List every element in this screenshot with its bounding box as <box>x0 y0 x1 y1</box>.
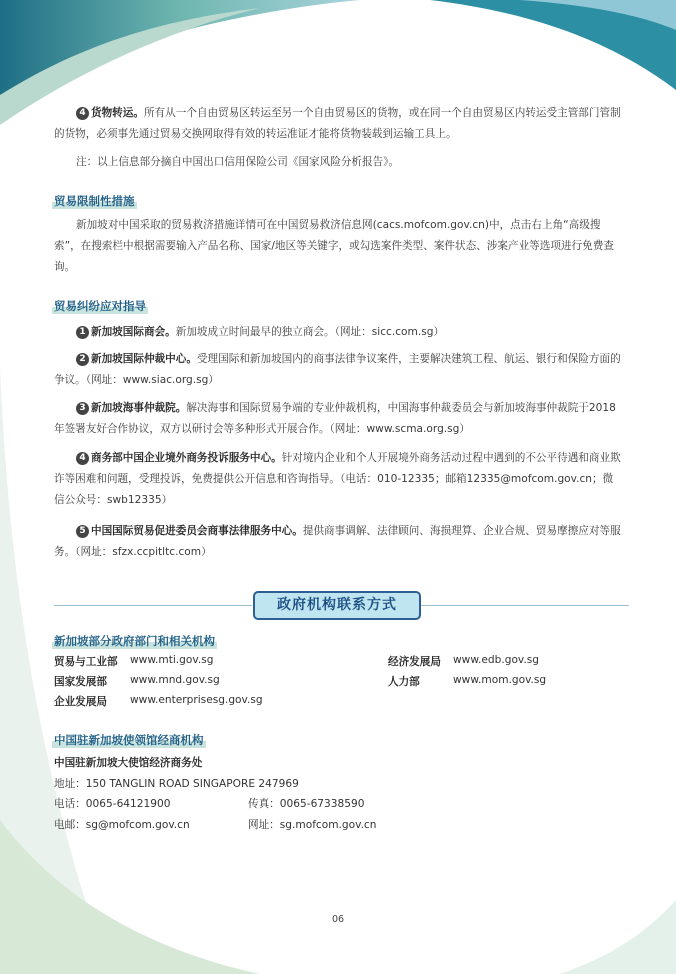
agency-row-mom <box>388 674 420 689</box>
dispute-item-2 <box>54 349 622 391</box>
dispute-item-3 <box>54 398 622 440</box>
agency-row-mnd <box>54 674 107 689</box>
agency-url: www.mnd.gov.sg <box>130 674 220 686</box>
embassy-phone: 电话：0065-64121900 <box>54 798 171 810</box>
agency-url: www.mom.gov.sg <box>453 674 547 686</box>
agency-name: 经济发展局 <box>388 656 441 668</box>
banner-divider-right <box>419 605 629 606</box>
section-title-singapore-agencies: 新加坡部分政府部门和相关机构 <box>54 634 215 648</box>
number-badge: 5 <box>76 525 89 538</box>
item-label: 商务部中国企业境外商务投诉服务中心。 <box>91 452 282 464</box>
number-badge: 3 <box>76 402 89 415</box>
agency-row-edb <box>388 654 441 669</box>
agency-name: 贸易与工业部 <box>54 656 118 668</box>
banner-divider-left <box>54 605 252 606</box>
agency-row-esg <box>54 694 107 709</box>
number-badge: 4 <box>76 452 89 465</box>
item-text: 所有从一个自由贸易区转运至另一个自由贸易区的货物，或在同一个自由贸易区内转运受主管部门管制的货物，必须事先通过贸易交换网取得有效的转运准证才能将货物装载到运输工具上。 <box>54 107 621 140</box>
dispute-item-5 <box>54 521 622 563</box>
item-label: 新加坡国际仲裁中心。 <box>91 353 197 365</box>
agency-name: 企业发展局 <box>54 696 107 708</box>
item-text: 解决海事和国际贸易争端的专业仲裁机构，中国海事仲裁委员会与新加坡海事仲裁院于2018年签署友好合作协议，双方以研讨会等多种形式开展合作。（网址：www.scma.org.sg） <box>54 402 616 435</box>
section-title-embassy: 中国驻新加坡使领馆经商机构 <box>54 733 204 747</box>
item-label: 中国国际贸易促进委员会商事法律服务中心。 <box>91 525 303 537</box>
embassy-fax: 传真：0065-67338590 <box>248 798 365 810</box>
embassy-email: 电邮：sg@mofcom.gov.cn <box>54 819 190 831</box>
section-title-dispute-guidance: 贸易纠纷应对指导 <box>54 299 146 313</box>
section-title-trade-restrictions: 贸易限制性措施 <box>54 194 135 208</box>
agency-url: www.enterprisesg.gov.sg <box>130 694 263 706</box>
item-text: 提供商事调解、法律顾问、海损理算、企业合规、贸易摩擦应对等服务。（网址：sfzx.ccpitltc.com） <box>54 525 621 558</box>
dispute-item-4 <box>54 448 622 511</box>
item-text: 受理国际和新加坡国内的商事法律争议案件，主要解决建筑工程、航运、银行和保险方面的争议。（网址：www.siac.org.sg） <box>54 353 621 386</box>
agency-name: 人力部 <box>388 676 420 688</box>
number-badge: 4 <box>76 107 89 120</box>
embassy-address: 地址：150 TANGLIN ROAD SINGAPORE 247969 <box>54 778 299 790</box>
item-label: 新加坡海事仲裁院。 <box>91 402 187 414</box>
page-number: 06 <box>331 914 345 925</box>
item-label: 新加坡国际商会。 <box>91 326 176 338</box>
paragraph-transshipment <box>54 103 622 145</box>
item-text: 针对境内企业和个人开展境外商务活动过程中遇到的不公平待遇和商业欺诈等困难和问题，受理投诉，免费提供公开信息和咨询指导。（电话：010-12335；邮箱12335@mofcom.gov.cn；微信公众号：swb12335） <box>54 452 621 506</box>
number-badge: 1 <box>76 326 89 339</box>
trade-restrictions-text: 新加坡对中国采取的贸易救济措施详情可在中国贸易救济信息网(cacs.mofcom.gov.cn)中，点击右上角“高级搜索”，在搜索栏中根据需要输入产品名称、国家/地区等关键字，或勾选案件类型、案件状态、涉案产业等选项进行免费查询。 <box>54 219 614 273</box>
number-badge: 2 <box>76 353 89 366</box>
source-note: 注：以上信息部分摘自中国出口信用保险公司《国家风险分析报告》。 <box>76 156 400 168</box>
embassy-office-name: 中国驻新加坡大使馆经济商务处 <box>54 757 203 769</box>
dispute-item-1 <box>54 322 622 343</box>
agency-url: www.mti.gov.sg <box>130 654 214 666</box>
agency-name: 国家发展部 <box>54 676 107 688</box>
banner-government-contacts: 政府机构联系方式 <box>253 591 421 620</box>
agency-row-mti <box>54 654 118 669</box>
agency-url: www.edb.gov.sg <box>453 654 539 666</box>
item-text: 新加坡成立时间最早的独立商会。（网址：sicc.com.sg） <box>175 326 445 338</box>
item-label: 货物转运。 <box>91 107 144 119</box>
embassy-website: 网址：sg.mofcom.gov.cn <box>248 819 377 831</box>
